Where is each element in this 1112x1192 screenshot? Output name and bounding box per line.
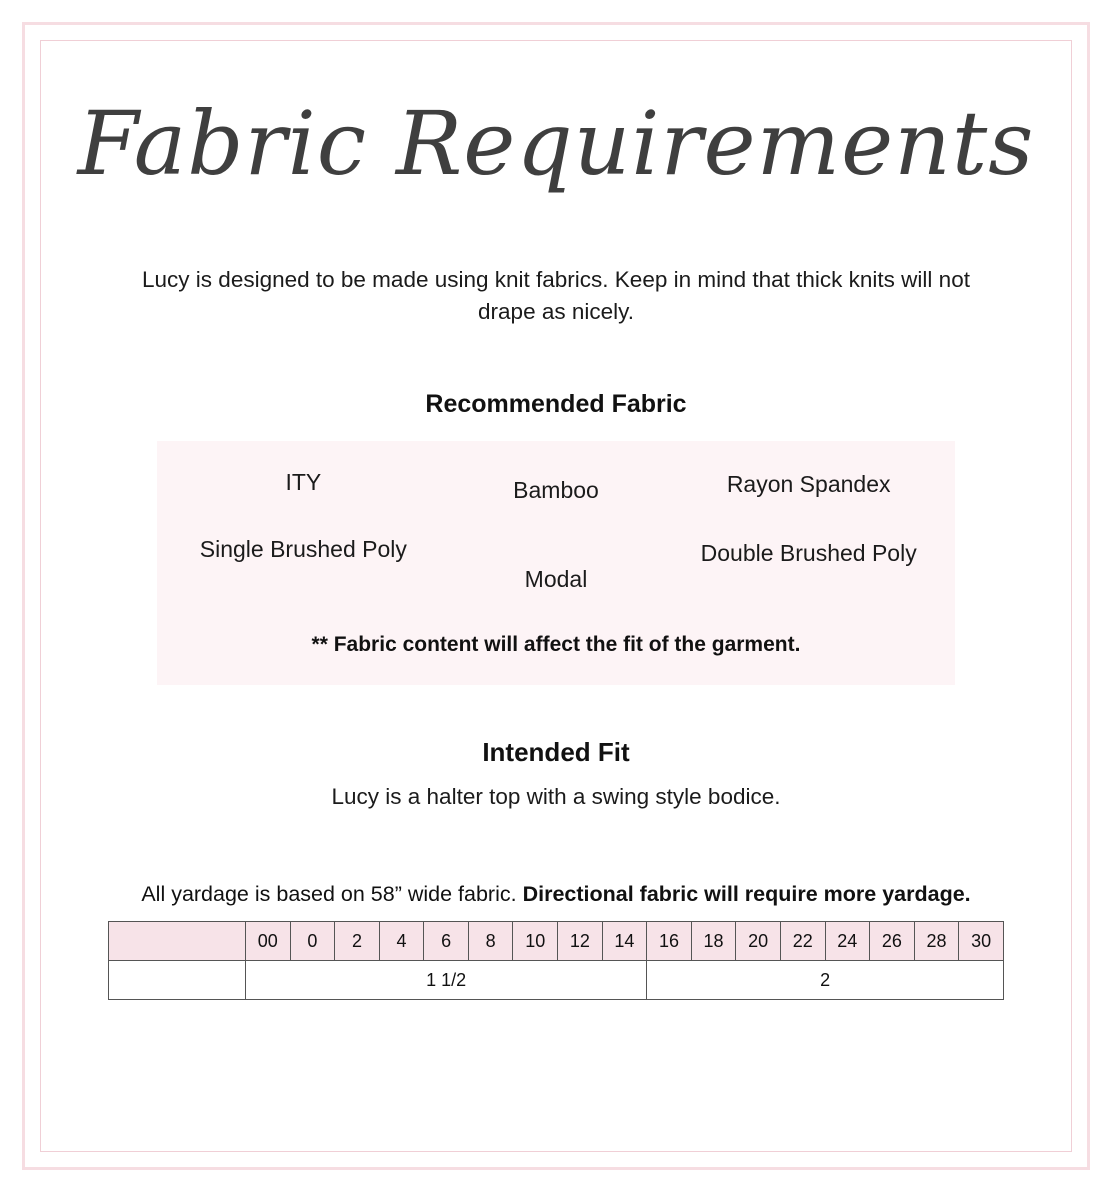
intro-paragraph: Lucy is designed to be made using knit fabrics. Keep in mind that thick knits will not drape as nicely. — [142, 267, 970, 325]
yardage-row-label — [109, 961, 246, 1000]
page-title: Fabric Requirements — [77, 92, 1035, 195]
size-cell: 18 — [691, 922, 736, 961]
size-cell: 8 — [468, 922, 513, 961]
yardage-note-plain: All yardage is based on 58” wide fabric. — [141, 882, 523, 907]
fabric-content-note: ** Fabric content will affect the fit of the garment. — [311, 633, 801, 657]
fabric-item-rayon-spandex: Rayon Spandex — [726, 471, 891, 498]
recommended-fabric-heading: Recommended Fabric — [425, 390, 687, 419]
recommended-fabric-grid — [177, 467, 935, 595]
size-cell: 4 — [379, 922, 424, 961]
table-row-sizes — [109, 922, 1004, 961]
fabric-item-modal: Modal — [524, 566, 588, 593]
yardage-note — [58, 882, 1054, 907]
size-cell: 20 — [736, 922, 781, 961]
size-cell: 26 — [870, 922, 915, 961]
size-cell: 2 — [335, 922, 380, 961]
size-cell: 14 — [602, 922, 647, 961]
size-cell: 28 — [914, 922, 959, 961]
size-cell: 30 — [959, 922, 1004, 961]
fabric-item-ity: ITY — [285, 469, 322, 496]
fabric-item-bamboo: Bamboo — [513, 477, 599, 504]
size-cell: 16 — [647, 922, 692, 961]
size-cell: 12 — [558, 922, 603, 961]
yardage-cell: 2 — [647, 961, 1004, 1000]
table-row-yardage — [109, 961, 1004, 1000]
size-cell: 6 — [424, 922, 469, 961]
size-cell: 10 — [513, 922, 558, 961]
size-cell: 00 — [246, 922, 291, 961]
yardage-note-bold: Directional fabric will require more yardage. — [522, 882, 971, 907]
recommended-fabric-panel — [157, 441, 955, 685]
size-cell: 24 — [825, 922, 870, 961]
fabric-item-double-brushed-poly: Double Brushed Poly — [700, 540, 917, 567]
document-content — [58, 58, 1054, 1134]
intended-fit-heading: Intended Fit — [482, 737, 630, 768]
fabric-item-single-brushed-poly: Single Brushed Poly — [199, 536, 407, 563]
size-row-label — [109, 922, 246, 961]
intended-fit-text: Lucy is a halter top with a swing style bodice. — [331, 784, 781, 810]
size-cell: 22 — [780, 922, 825, 961]
size-yardage-table — [108, 921, 1004, 1000]
size-cell: 0 — [290, 922, 335, 961]
yardage-cell: 1 1/2 — [246, 961, 647, 1000]
